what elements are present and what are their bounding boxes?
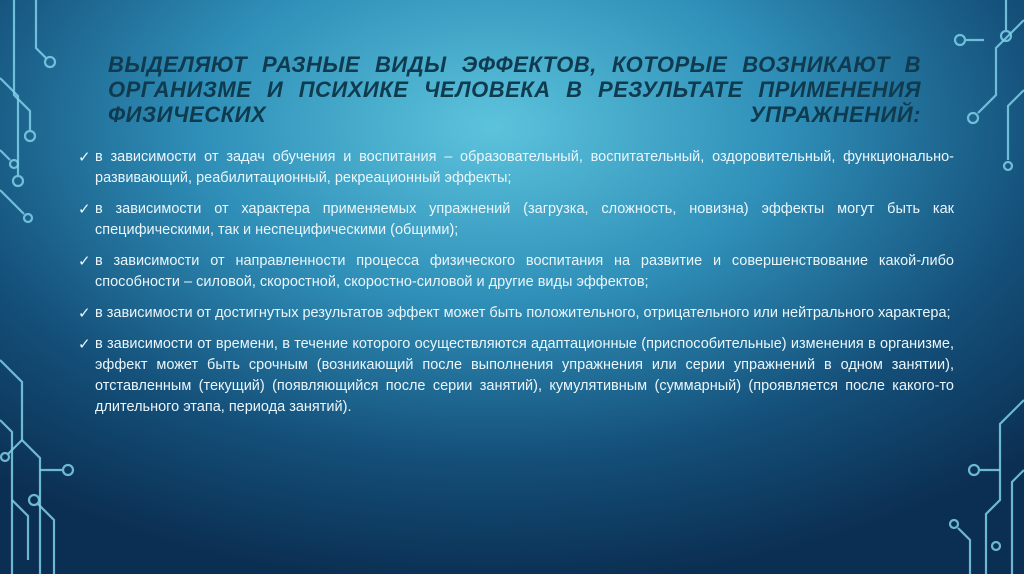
bullet-list [78,147,954,428]
list-item [78,147,954,189]
title-word: ФИЗИЧЕСКИХ [108,102,267,127]
slide-title [108,52,921,127]
list-item [78,334,954,418]
list-item-text: в зависимости от достигнутых результатов эффект может быть положительного, отрицательного или нейтрального характера; [95,305,951,321]
check-icon: ✓ [78,305,91,322]
check-icon: ✓ [78,253,91,270]
check-icon: ✓ [78,336,91,353]
list-item-text: в зависимости от времени, в течение которого осуществляются адаптационные (приспособительные) изменения в организме, эффект может быть срочным (возникающий после выполнения упражнения или серии упражнений в одном занятии), отставленным (текущий) (появляющийся после серии занятий), кумулятивным (суммарный) (проявляется после какого-то длительного этапа, периода занятий). [95,336,954,415]
title-word: УПРАЖНЕНИЙ: [749,102,921,127]
title-line: ОРГАНИЗМЕ И ПСИХИКЕ ЧЕЛОВЕКА В РЕЗУЛЬТАТЕ ПРИМЕНЕНИЯ [108,77,921,102]
list-item [78,199,954,241]
title-line: ВЫДЕЛЯЮТ РАЗНЫЕ ВИДЫ ЭФФЕКТОВ, КОТОРЫЕ ВОЗНИКАЮТ В [108,52,921,77]
list-item-text: в зависимости от направленности процесса физического воспитания на развитие и совершенствование какой-либо способности – силовой, скоростной, скоростно-силовой и другие виды эффектов; [95,253,954,290]
check-icon: ✓ [78,201,91,218]
title-line [108,102,921,127]
list-item [78,303,954,324]
list-item-text: в зависимости от характера применяемых упражнений (загрузка, сложность, новизна) эффекты могут быть как специфическими, так и неспецифическими (общими); [95,201,954,238]
list-item-text: в зависимости от задач обучения и воспитания – образовательный, воспитательный, оздоровительный, функционально-развивающий, реабилитационный, рекреационный эффекты; [95,149,954,186]
list-item [78,251,954,293]
check-icon: ✓ [78,149,91,166]
